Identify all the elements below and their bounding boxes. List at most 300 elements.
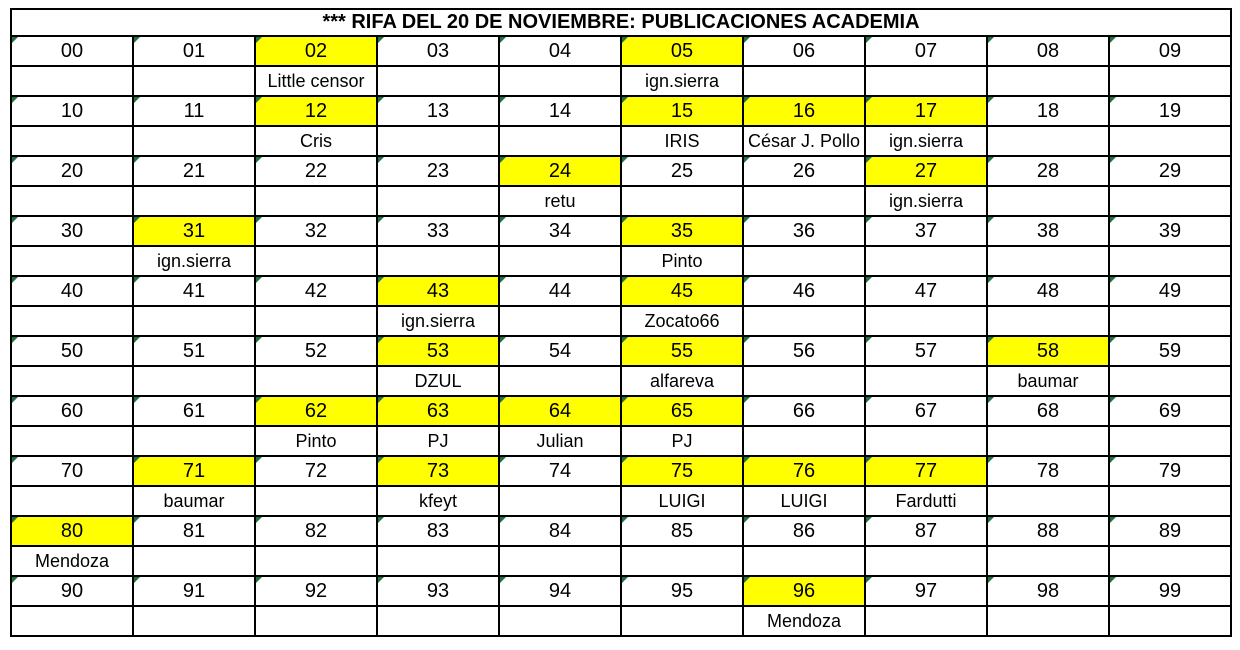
owner-cell-37[interactable]	[865, 246, 987, 276]
owner-cell-91[interactable]	[133, 606, 255, 636]
cell-02[interactable]	[255, 36, 377, 66]
error-indicator-icon	[744, 37, 750, 43]
owner-cell-80[interactable]	[11, 546, 133, 576]
owner-name-label: kfeyt	[418, 490, 457, 511]
cell-96[interactable]	[743, 576, 865, 606]
owner-cell-39[interactable]	[1109, 246, 1231, 276]
owner-cell-73[interactable]	[377, 486, 499, 516]
cell-55[interactable]	[621, 336, 743, 366]
error-indicator-icon	[256, 277, 262, 283]
owner-cell-86[interactable]	[743, 546, 865, 576]
cell-74[interactable]	[499, 456, 621, 486]
cell-number-label: 72	[304, 460, 328, 482]
owner-cell-90[interactable]	[11, 606, 133, 636]
cell-81[interactable]	[133, 516, 255, 546]
error-indicator-icon	[1110, 277, 1116, 283]
raffle-table	[10, 8, 1232, 637]
cell-number-label: 02	[304, 40, 328, 62]
error-indicator-icon	[256, 37, 262, 43]
cell-number-label: 09	[1158, 40, 1182, 62]
cell-25[interactable]	[621, 156, 743, 186]
cell-number-label: 24	[548, 160, 572, 182]
cell-26[interactable]	[743, 156, 865, 186]
cell-58[interactable]	[987, 336, 1109, 366]
owner-cell-17[interactable]	[865, 126, 987, 156]
cell-06[interactable]	[743, 36, 865, 66]
error-indicator-icon	[12, 37, 18, 43]
cell-number-label: 63	[426, 400, 450, 422]
owner-cell-67[interactable]	[865, 426, 987, 456]
cell-67[interactable]	[865, 396, 987, 426]
owner-row	[11, 306, 1231, 336]
owner-cell-49[interactable]	[1109, 306, 1231, 336]
owner-cell-08[interactable]	[987, 66, 1109, 96]
cell-number-label: 67	[914, 400, 938, 422]
error-indicator-icon	[134, 97, 140, 103]
cell-number-label: 04	[548, 40, 572, 62]
owner-cell-25[interactable]	[621, 186, 743, 216]
cell-38[interactable]	[987, 216, 1109, 246]
owner-cell-98[interactable]	[987, 606, 1109, 636]
cell-56[interactable]	[743, 336, 865, 366]
owner-cell-76[interactable]	[743, 486, 865, 516]
cell-number-label: 19	[1158, 100, 1182, 122]
cell-03[interactable]	[377, 36, 499, 66]
owner-cell-27[interactable]	[865, 186, 987, 216]
cell-number-label: 51	[182, 340, 206, 362]
cell-19[interactable]	[1109, 96, 1231, 126]
owner-cell-59[interactable]	[1109, 366, 1231, 396]
cell-83[interactable]	[377, 516, 499, 546]
number-row	[11, 216, 1231, 246]
owner-name-label: Mendoza	[766, 610, 842, 631]
owner-cell-81[interactable]	[133, 546, 255, 576]
cell-52[interactable]	[255, 336, 377, 366]
owner-cell-74[interactable]	[499, 486, 621, 516]
owner-cell-47[interactable]	[865, 306, 987, 336]
owner-cell-31[interactable]	[133, 246, 255, 276]
cell-number-label: 30	[60, 220, 84, 242]
owner-cell-36[interactable]	[743, 246, 865, 276]
owner-name-label: IRIS	[664, 130, 700, 151]
cell-66[interactable]	[743, 396, 865, 426]
owner-name-label: Little censor	[267, 70, 365, 91]
cell-number-label: 60	[60, 400, 84, 422]
cell-15[interactable]	[621, 96, 743, 126]
owner-cell-24[interactable]	[499, 186, 621, 216]
cell-number-label: 12	[304, 100, 328, 122]
cell-68[interactable]	[987, 396, 1109, 426]
cell-number-label: 75	[670, 460, 694, 482]
owner-cell-43[interactable]	[377, 306, 499, 336]
cell-23[interactable]	[377, 156, 499, 186]
owner-cell-63[interactable]	[377, 426, 499, 456]
cell-number-label: 82	[304, 520, 328, 542]
owner-cell-45[interactable]	[621, 306, 743, 336]
cell-number-label: 58	[1036, 340, 1060, 362]
error-indicator-icon	[378, 397, 384, 403]
owner-row	[11, 186, 1231, 216]
cell-82[interactable]	[255, 516, 377, 546]
owner-name-label: Julian	[536, 430, 584, 451]
cell-80[interactable]	[11, 516, 133, 546]
cell-51[interactable]	[133, 336, 255, 366]
owner-cell-92[interactable]	[255, 606, 377, 636]
error-indicator-icon	[744, 157, 750, 163]
cell-99[interactable]	[1109, 576, 1231, 606]
cell-number-label: 86	[792, 520, 816, 542]
error-indicator-icon	[378, 97, 384, 103]
cell-21[interactable]	[133, 156, 255, 186]
cell-number-label: 27	[914, 160, 938, 182]
owner-cell-14[interactable]	[499, 126, 621, 156]
cell-35[interactable]	[621, 216, 743, 246]
cell-number-label: 65	[670, 400, 694, 422]
owner-cell-40[interactable]	[11, 306, 133, 336]
cell-04[interactable]	[499, 36, 621, 66]
cell-91[interactable]	[133, 576, 255, 606]
cell-28[interactable]	[987, 156, 1109, 186]
cell-87[interactable]	[865, 516, 987, 546]
owner-cell-16[interactable]	[743, 126, 865, 156]
cell-41[interactable]	[133, 276, 255, 306]
cell-number-label: 29	[1158, 160, 1182, 182]
cell-69[interactable]	[1109, 396, 1231, 426]
cell-53[interactable]	[377, 336, 499, 366]
owner-row	[11, 366, 1231, 396]
cell-79[interactable]	[1109, 456, 1231, 486]
owner-cell-44[interactable]	[499, 306, 621, 336]
owner-cell-57[interactable]	[865, 366, 987, 396]
owner-name-label: ign.sierra	[156, 250, 232, 271]
owner-cell-10[interactable]	[11, 126, 133, 156]
owner-name-label: ign.sierra	[400, 310, 476, 331]
owner-row	[11, 66, 1231, 96]
cell-07[interactable]	[865, 36, 987, 66]
owner-cell-96[interactable]	[743, 606, 865, 636]
cell-31[interactable]	[133, 216, 255, 246]
owner-cell-78[interactable]	[987, 486, 1109, 516]
error-indicator-icon	[134, 217, 140, 223]
cell-46[interactable]	[743, 276, 865, 306]
cell-43[interactable]	[377, 276, 499, 306]
cell-01[interactable]	[133, 36, 255, 66]
number-row	[11, 396, 1231, 426]
owner-row	[11, 486, 1231, 516]
cell-48[interactable]	[987, 276, 1109, 306]
cell-70[interactable]	[11, 456, 133, 486]
owner-cell-02[interactable]	[255, 66, 377, 96]
cell-29[interactable]	[1109, 156, 1231, 186]
cell-number-label: 06	[792, 40, 816, 62]
cell-number-label: 84	[548, 520, 572, 542]
cell-47[interactable]	[865, 276, 987, 306]
owner-cell-23[interactable]	[377, 186, 499, 216]
owner-cell-54[interactable]	[499, 366, 621, 396]
owner-cell-77[interactable]	[865, 486, 987, 516]
owner-name-label: baumar	[1017, 370, 1079, 391]
owner-cell-82[interactable]	[255, 546, 377, 576]
error-indicator-icon	[12, 517, 18, 523]
cell-number-label: 35	[670, 220, 694, 242]
owner-cell-72[interactable]	[255, 486, 377, 516]
cell-73[interactable]	[377, 456, 499, 486]
error-indicator-icon	[622, 97, 628, 103]
cell-16[interactable]	[743, 96, 865, 126]
cell-number-label: 99	[1158, 580, 1182, 602]
error-indicator-icon	[256, 397, 262, 403]
cell-36[interactable]	[743, 216, 865, 246]
owner-cell-71[interactable]	[133, 486, 255, 516]
owner-cell-33[interactable]	[377, 246, 499, 276]
error-indicator-icon	[500, 277, 506, 283]
owner-cell-30[interactable]	[11, 246, 133, 276]
owner-name-label: ign.sierra	[888, 190, 964, 211]
owner-cell-51[interactable]	[133, 366, 255, 396]
cell-number-label: 68	[1036, 400, 1060, 422]
cell-72[interactable]	[255, 456, 377, 486]
cell-11[interactable]	[133, 96, 255, 126]
owner-cell-95[interactable]	[621, 606, 743, 636]
error-indicator-icon	[988, 157, 994, 163]
owner-cell-65[interactable]	[621, 426, 743, 456]
owner-name-label: alfareva	[649, 370, 715, 391]
error-indicator-icon	[134, 337, 140, 343]
owner-cell-11[interactable]	[133, 126, 255, 156]
cell-20[interactable]	[11, 156, 133, 186]
cell-77[interactable]	[865, 456, 987, 486]
owner-name-label: LUIGI	[780, 490, 828, 511]
owner-cell-94[interactable]	[499, 606, 621, 636]
cell-14[interactable]	[499, 96, 621, 126]
cell-number-label: 78	[1036, 460, 1060, 482]
cell-12[interactable]	[255, 96, 377, 126]
owner-cell-66[interactable]	[743, 426, 865, 456]
owner-cell-00[interactable]	[11, 66, 133, 96]
cell-number-label: 23	[426, 160, 450, 182]
cell-90[interactable]	[11, 576, 133, 606]
owner-cell-29[interactable]	[1109, 186, 1231, 216]
owner-row	[11, 606, 1231, 636]
error-indicator-icon	[1110, 397, 1116, 403]
owner-cell-68[interactable]	[987, 426, 1109, 456]
error-indicator-icon	[378, 157, 384, 163]
cell-number-label: 01	[182, 40, 206, 62]
owner-cell-85[interactable]	[621, 546, 743, 576]
owner-cell-53[interactable]	[377, 366, 499, 396]
owner-cell-69[interactable]	[1109, 426, 1231, 456]
cell-61[interactable]	[133, 396, 255, 426]
cell-13[interactable]	[377, 96, 499, 126]
cell-number-label: 90	[60, 580, 84, 602]
owner-cell-21[interactable]	[133, 186, 255, 216]
cell-number-label: 10	[60, 100, 84, 122]
error-indicator-icon	[866, 157, 872, 163]
cell-57[interactable]	[865, 336, 987, 366]
owner-cell-09[interactable]	[1109, 66, 1231, 96]
cell-number-label: 88	[1036, 520, 1060, 542]
owner-cell-34[interactable]	[499, 246, 621, 276]
cell-63[interactable]	[377, 396, 499, 426]
error-indicator-icon	[378, 37, 384, 43]
owner-name-label: DZUL	[414, 370, 462, 391]
error-indicator-icon	[622, 157, 628, 163]
cell-number-label: 36	[792, 220, 816, 242]
cell-18[interactable]	[987, 96, 1109, 126]
owner-cell-97[interactable]	[865, 606, 987, 636]
owner-cell-35[interactable]	[621, 246, 743, 276]
owner-cell-60[interactable]	[11, 426, 133, 456]
error-indicator-icon	[622, 277, 628, 283]
owner-cell-07[interactable]	[865, 66, 987, 96]
owner-cell-03[interactable]	[377, 66, 499, 96]
cell-89[interactable]	[1109, 516, 1231, 546]
cell-08[interactable]	[987, 36, 1109, 66]
cell-44[interactable]	[499, 276, 621, 306]
owner-cell-83[interactable]	[377, 546, 499, 576]
cell-93[interactable]	[377, 576, 499, 606]
cell-32[interactable]	[255, 216, 377, 246]
error-indicator-icon	[622, 577, 628, 583]
error-indicator-icon	[988, 97, 994, 103]
owner-cell-28[interactable]	[987, 186, 1109, 216]
owner-cell-04[interactable]	[499, 66, 621, 96]
cell-number-label: 28	[1036, 160, 1060, 182]
cell-39[interactable]	[1109, 216, 1231, 246]
cell-34[interactable]	[499, 216, 621, 246]
error-indicator-icon	[134, 517, 140, 523]
owner-cell-38[interactable]	[987, 246, 1109, 276]
cell-49[interactable]	[1109, 276, 1231, 306]
owner-cell-06[interactable]	[743, 66, 865, 96]
owner-cell-26[interactable]	[743, 186, 865, 216]
owner-cell-87[interactable]	[865, 546, 987, 576]
owner-name-label: Fardutti	[895, 490, 957, 511]
cell-42[interactable]	[255, 276, 377, 306]
cell-98[interactable]	[987, 576, 1109, 606]
cell-64[interactable]	[499, 396, 621, 426]
cell-85[interactable]	[621, 516, 743, 546]
cell-62[interactable]	[255, 396, 377, 426]
cell-71[interactable]	[133, 456, 255, 486]
owner-cell-89[interactable]	[1109, 546, 1231, 576]
owner-cell-32[interactable]	[255, 246, 377, 276]
owner-cell-61[interactable]	[133, 426, 255, 456]
owner-cell-48[interactable]	[987, 306, 1109, 336]
cell-95[interactable]	[621, 576, 743, 606]
owner-cell-52[interactable]	[255, 366, 377, 396]
owner-cell-01[interactable]	[133, 66, 255, 96]
error-indicator-icon	[622, 217, 628, 223]
owner-cell-99[interactable]	[1109, 606, 1231, 636]
error-indicator-icon	[256, 217, 262, 223]
owner-cell-64[interactable]	[499, 426, 621, 456]
owner-cell-50[interactable]	[11, 366, 133, 396]
owner-cell-62[interactable]	[255, 426, 377, 456]
owner-cell-18[interactable]	[987, 126, 1109, 156]
error-indicator-icon	[988, 37, 994, 43]
cell-94[interactable]	[499, 576, 621, 606]
error-indicator-icon	[866, 517, 872, 523]
owner-cell-93[interactable]	[377, 606, 499, 636]
cell-84[interactable]	[499, 516, 621, 546]
error-indicator-icon	[256, 97, 262, 103]
cell-33[interactable]	[377, 216, 499, 246]
owner-cell-13[interactable]	[377, 126, 499, 156]
error-indicator-icon	[744, 397, 750, 403]
cell-17[interactable]	[865, 96, 987, 126]
cell-40[interactable]	[11, 276, 133, 306]
cell-number-label: 41	[182, 280, 206, 302]
cell-number-label: 33	[426, 220, 450, 242]
cell-60[interactable]	[11, 396, 133, 426]
owner-cell-12[interactable]	[255, 126, 377, 156]
cell-05[interactable]	[621, 36, 743, 66]
owner-cell-15[interactable]	[621, 126, 743, 156]
cell-27[interactable]	[865, 156, 987, 186]
cell-number-label: 57	[914, 340, 938, 362]
cell-76[interactable]	[743, 456, 865, 486]
cell-30[interactable]	[11, 216, 133, 246]
owner-cell-75[interactable]	[621, 486, 743, 516]
cell-24[interactable]	[499, 156, 621, 186]
cell-45[interactable]	[621, 276, 743, 306]
owner-cell-22[interactable]	[255, 186, 377, 216]
owner-cell-41[interactable]	[133, 306, 255, 336]
cell-00[interactable]	[11, 36, 133, 66]
owner-cell-55[interactable]	[621, 366, 743, 396]
owner-cell-56[interactable]	[743, 366, 865, 396]
cell-54[interactable]	[499, 336, 621, 366]
error-indicator-icon	[256, 577, 262, 583]
cell-97[interactable]	[865, 576, 987, 606]
cell-75[interactable]	[621, 456, 743, 486]
cell-number-label: 61	[182, 400, 206, 422]
owner-cell-84[interactable]	[499, 546, 621, 576]
cell-10[interactable]	[11, 96, 133, 126]
error-indicator-icon	[866, 97, 872, 103]
cell-09[interactable]	[1109, 36, 1231, 66]
cell-86[interactable]	[743, 516, 865, 546]
owner-cell-20[interactable]	[11, 186, 133, 216]
error-indicator-icon	[500, 97, 506, 103]
cell-78[interactable]	[987, 456, 1109, 486]
cell-59[interactable]	[1109, 336, 1231, 366]
owner-cell-05[interactable]	[621, 66, 743, 96]
error-indicator-icon	[1110, 577, 1116, 583]
error-indicator-icon	[866, 217, 872, 223]
error-indicator-icon	[500, 397, 506, 403]
cell-50[interactable]	[11, 336, 133, 366]
owner-name-label: baumar	[163, 490, 225, 511]
cell-88[interactable]	[987, 516, 1109, 546]
owner-cell-88[interactable]	[987, 546, 1109, 576]
owner-cell-70[interactable]	[11, 486, 133, 516]
owner-cell-19[interactable]	[1109, 126, 1231, 156]
cell-number-label: 22	[304, 160, 328, 182]
owner-cell-46[interactable]	[743, 306, 865, 336]
spreadsheet	[10, 8, 1232, 637]
cell-22[interactable]	[255, 156, 377, 186]
owner-row	[11, 546, 1231, 576]
cell-37[interactable]	[865, 216, 987, 246]
owner-cell-42[interactable]	[255, 306, 377, 336]
cell-92[interactable]	[255, 576, 377, 606]
cell-65[interactable]	[621, 396, 743, 426]
cell-number-label: 95	[670, 580, 694, 602]
owner-cell-79[interactable]	[1109, 486, 1231, 516]
owner-cell-58[interactable]	[987, 366, 1109, 396]
